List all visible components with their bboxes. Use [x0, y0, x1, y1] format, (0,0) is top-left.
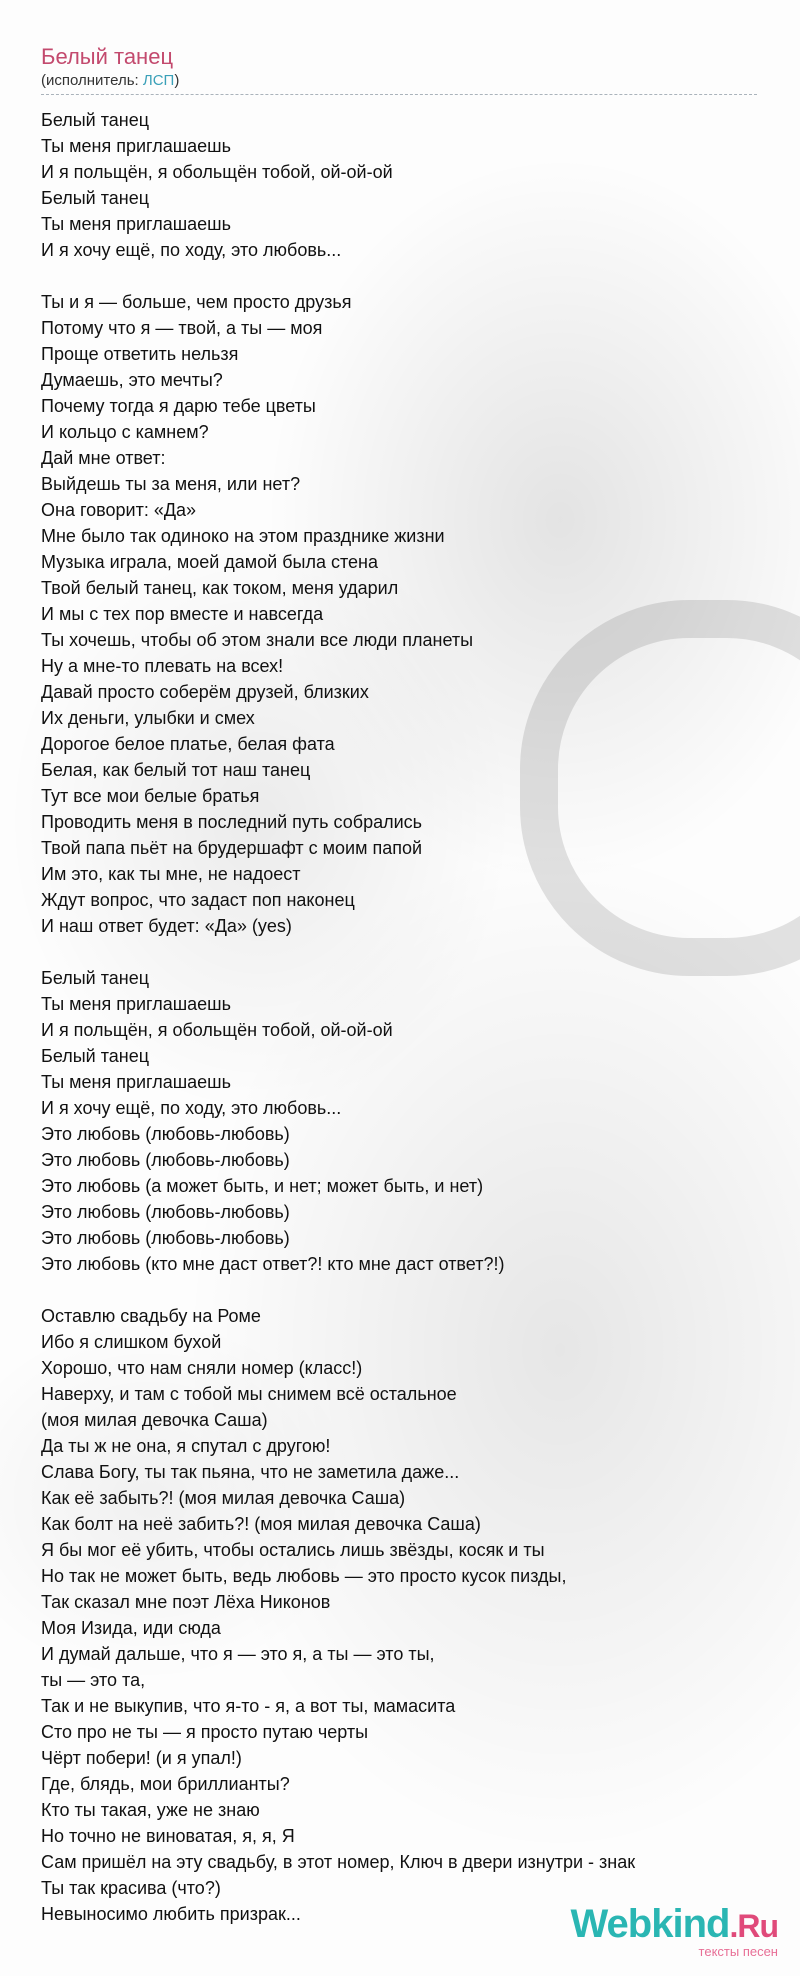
lyric-line: Почему тогда я дарю тебе цветы [41, 396, 316, 416]
lyric-line: И я хочу ещё, по ходу, это любовь... [41, 1098, 342, 1118]
lyric-line: Ты меня приглашаешь [41, 136, 231, 156]
lyric-line: Ты так красива (что?) [41, 1878, 221, 1898]
stanza-gap [41, 939, 757, 965]
lyric-line: Белый танец [41, 968, 150, 988]
lyric-line: Наверху, и там с тобой мы снимем всё остальное [41, 1384, 457, 1404]
lyric-line: Сам пришёл на эту свадьбу, в этот номер, Ключ в двери изнутри - знак [41, 1852, 636, 1872]
lyric-line: И я польщён, я обольщён тобой, ой-ой-ой [41, 1020, 393, 1040]
lyric-line: ты — это та, [41, 1670, 146, 1690]
lyric-line: Я бы мог её убить, чтобы остались лишь звёзды, косяк и ты [41, 1540, 545, 1560]
logo-tagline: тексты песен [698, 1944, 778, 1959]
lyric-line: Как болт на неё забить?! (моя милая девочка Саша) [41, 1514, 481, 1534]
lyric-line: Но точно не виноватая, я, я, Я [41, 1826, 295, 1846]
lyric-line: Кто ты такая, уже не знаю [41, 1800, 260, 1820]
lyric-line: Чёрт побери! (и я упал!) [41, 1748, 242, 1768]
lyric-line: Моя Изида, иди сюда [41, 1618, 221, 1638]
lyric-line: Ты и я — больше, чем просто друзья [41, 292, 352, 312]
logo-name: Webkind [570, 1902, 730, 1946]
lyric-line: Мне было так одиноко на этом празднике жизни [41, 526, 445, 546]
lyric-line: Твой папа пьёт на брудершафт с моим папой [41, 838, 423, 858]
site-logo[interactable] [571, 1904, 778, 1960]
lyric-line: Ты меня приглашаешь [41, 1072, 231, 1092]
lyric-line: Потому что я — твой, а ты — моя [41, 318, 323, 338]
logo-wordmark [571, 1904, 778, 1946]
lyric-line: Белый танец [41, 188, 150, 208]
lyric-line: Так и не выкупив, что я-то - я, а вот ты, мамасита [41, 1696, 456, 1716]
lyric-line: Это любовь (любовь-любовь) [41, 1202, 290, 1222]
lyrics-text [41, 107, 757, 1927]
lyric-line: Как её забыть?! (моя милая девочка Саша) [41, 1488, 406, 1508]
lyric-line: Проще ответить нельзя [41, 344, 239, 364]
lyric-line: Ждут вопрос, что задаст поп наконец [41, 890, 355, 910]
lyric-line: Дай мне ответ: [41, 448, 166, 468]
lyric-line: Сто про не ты — я просто путаю черты [41, 1722, 369, 1742]
lyric-line: Это любовь (любовь-любовь) [41, 1228, 290, 1248]
logo-tld: .Ru [729, 1908, 778, 1944]
lyric-line: Да ты ж не она, я спутал с другою! [41, 1436, 331, 1456]
lyric-line: Ты хочешь, чтобы об этом знали все люди планеты [41, 630, 474, 650]
song-title: Белый танец [41, 44, 174, 69]
lyric-line: И я польщён, я обольщён тобой, ой-ой-ой [41, 162, 393, 182]
lyric-line: Дорогое белое платье, белая фата [41, 734, 335, 754]
lyric-line: Но так не может быть, ведь любовь — это просто кусок пизды, [41, 1566, 567, 1586]
lyric-line: Выйдешь ты за меня, или нет? [41, 474, 301, 494]
lyric-line: (моя милая девочка Саша) [41, 1410, 268, 1430]
lyric-line: Ты меня приглашаешь [41, 994, 231, 1014]
stanza-gap [41, 263, 757, 289]
lyric-line: Она говорит: «Да» [41, 500, 197, 520]
lyric-line: Белый танец [41, 110, 150, 130]
lyric-line: И я хочу ещё, по ходу, это любовь... [41, 240, 342, 260]
lyric-line: Ну а мне-то плевать на всех! [41, 656, 284, 676]
lyric-line: Невыносимо любить призрак... [41, 1904, 301, 1924]
dashed-divider [41, 94, 757, 95]
lyric-line: Тут все мои белые братья [41, 786, 260, 806]
lyric-line: Ты меня приглашаешь [41, 214, 231, 234]
lyric-line: Твой белый танец, как током, меня ударил [41, 578, 399, 598]
performer-line [41, 72, 757, 90]
lyric-line: И думай дальше, что я — это я, а ты — это ты, [41, 1644, 435, 1664]
lyric-line: Оставлю свадьбу на Роме [41, 1306, 261, 1326]
lyrics-page [41, 42, 757, 1927]
lyric-line: Давай просто соберём друзей, близких [41, 682, 369, 702]
lyric-line: Где, блядь, мои бриллианты? [41, 1774, 290, 1794]
performer-prefix: (исполнитель: [41, 72, 143, 89]
lyric-line: Это любовь (кто мне даст ответ?! кто мне даст ответ?!) [41, 1254, 505, 1274]
lyric-line: Это любовь (любовь-любовь) [41, 1150, 290, 1170]
lyric-line: Белый танец [41, 1046, 150, 1066]
lyric-line: Музыка играла, моей дамой была стена [41, 552, 378, 572]
lyric-line: Так сказал мне поэт Лёха Никонов [41, 1592, 331, 1612]
lyric-line: Слава Богу, ты так пьяна, что не заметила даже... [41, 1462, 460, 1482]
lyric-line: И кольцо с камнем? [41, 422, 209, 442]
lyric-line: Им это, как ты мне, не надоест [41, 864, 301, 884]
lyric-line: Думаешь, это мечты? [41, 370, 223, 390]
performer-suffix: ) [174, 72, 180, 89]
lyric-line: И мы с тех пор вместе и навсегда [41, 604, 324, 624]
lyric-line: Их деньги, улыбки и смех [41, 708, 255, 728]
lyric-line: Проводить меня в последний путь собрались [41, 812, 423, 832]
lyric-line: Ибо я слишком бухой [41, 1332, 222, 1352]
stanza-gap [41, 1277, 757, 1303]
lyric-line: И наш ответ будет: «Да» (yes) [41, 916, 292, 936]
lyric-line: Хорошо, что нам сняли номер (класс!) [41, 1358, 363, 1378]
lyric-line: Белая, как белый тот наш танец [41, 760, 311, 780]
lyric-line: Это любовь (любовь-любовь) [41, 1124, 290, 1144]
lyric-line: Это любовь (а может быть, и нет; может быть, и нет) [41, 1176, 484, 1196]
performer-link[interactable]: ЛСП [142, 72, 175, 89]
